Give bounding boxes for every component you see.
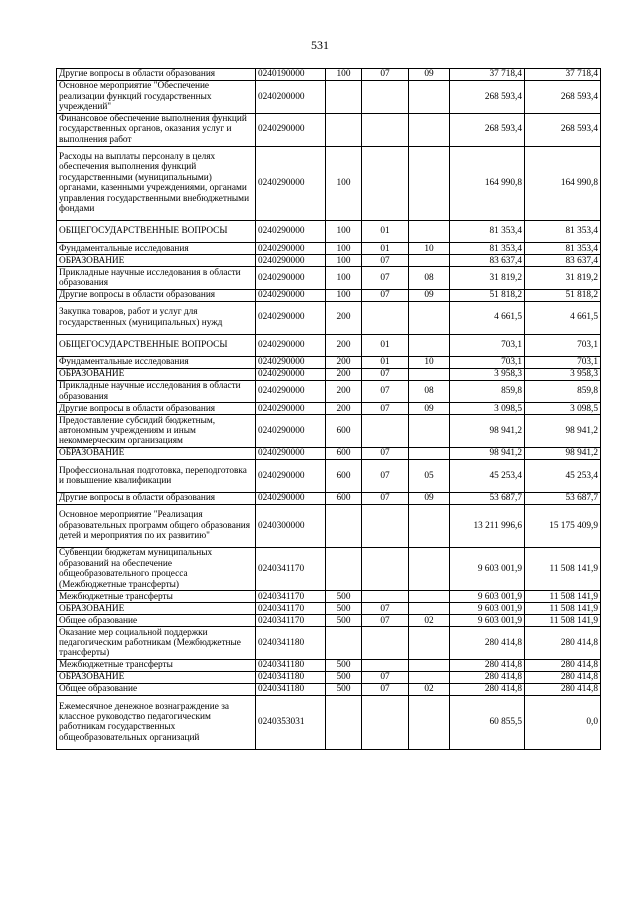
row-vr-cell: 100 xyxy=(326,220,362,242)
row-code-cell: 0240341170 xyxy=(256,615,326,627)
table-row xyxy=(57,356,601,368)
row-pr-cell xyxy=(409,548,450,591)
row-name-cell: Другие вопросы в области образования xyxy=(57,289,256,301)
row-name-cell: Субвенции бюджетам муниципальных образований на обеспечение общеобразовательного процесса (Межбюджетные трансферты) xyxy=(57,548,256,591)
row-value-1-cell: 98 941,2 xyxy=(450,415,525,448)
row-vr-cell: 200 xyxy=(326,380,362,402)
row-value-1-cell: 3 958,3 xyxy=(450,368,525,380)
row-value-2-cell: 45 253,4 xyxy=(525,460,601,493)
row-value-2-cell: 280 414,8 xyxy=(525,684,601,696)
row-pr-cell: 08 xyxy=(409,380,450,402)
row-pr-cell xyxy=(409,660,450,672)
row-value-1-cell: 45 253,4 xyxy=(450,460,525,493)
row-vr-cell: 500 xyxy=(326,615,362,627)
table-row xyxy=(57,255,601,267)
row-pr-cell xyxy=(409,301,450,334)
row-rz-cell xyxy=(362,146,409,220)
row-name-cell: Расходы на выплаты персоналу в целях обеспечения выполнения функций государственными (муниципальными) органами, казенными учреждениями, органами управления государственными внебюджетными фондами xyxy=(57,146,256,220)
table-row xyxy=(57,603,601,615)
row-name-cell: Основное мероприятие "Реализация образовательных программ общего образования детей и мероприятия по их развитию" xyxy=(57,504,256,547)
row-value-1-cell: 268 593,4 xyxy=(450,81,525,114)
row-value-2-cell: 11 508 141,9 xyxy=(525,548,601,591)
table-row xyxy=(57,380,601,402)
row-name-cell: Межбюджетные трансферты xyxy=(57,660,256,672)
row-value-2-cell: 81 353,4 xyxy=(525,243,601,255)
row-value-2-cell: 37 718,4 xyxy=(525,69,601,81)
row-rz-cell: 07 xyxy=(362,368,409,380)
row-code-cell: 0240341180 xyxy=(256,684,326,696)
table-row xyxy=(57,81,601,114)
row-code-cell: 0240341180 xyxy=(256,660,326,672)
row-code-cell: 0240341180 xyxy=(256,672,326,684)
row-rz-cell: 01 xyxy=(362,334,409,356)
table-row xyxy=(57,146,601,220)
row-pr-cell xyxy=(409,334,450,356)
row-pr-cell xyxy=(409,113,450,146)
row-vr-cell: 100 xyxy=(326,146,362,220)
row-vr-cell: 500 xyxy=(326,660,362,672)
row-value-1-cell: 37 718,4 xyxy=(450,69,525,81)
budget-table xyxy=(56,68,601,750)
row-code-cell: 0240290000 xyxy=(256,146,326,220)
row-code-cell: 0240290000 xyxy=(256,460,326,493)
table-row xyxy=(57,627,601,660)
table-row xyxy=(57,334,601,356)
row-name-cell: ОБРАЗОВАНИЕ xyxy=(57,603,256,615)
row-pr-cell xyxy=(409,627,450,660)
row-value-2-cell: 280 414,8 xyxy=(525,660,601,672)
row-pr-cell: 09 xyxy=(409,403,450,415)
row-code-cell: 0240290000 xyxy=(256,403,326,415)
row-vr-cell: 100 xyxy=(326,243,362,255)
row-value-1-cell: 280 414,8 xyxy=(450,627,525,660)
row-code-cell: 0240290000 xyxy=(256,415,326,448)
row-pr-cell: 10 xyxy=(409,356,450,368)
row-vr-cell: 100 xyxy=(326,267,362,289)
row-value-1-cell: 859,8 xyxy=(450,380,525,402)
row-rz-cell: 07 xyxy=(362,380,409,402)
page-number: 531 xyxy=(311,38,329,52)
row-value-2-cell: 0,0 xyxy=(525,696,601,750)
row-value-2-cell: 11 508 141,9 xyxy=(525,603,601,615)
row-pr-cell xyxy=(409,255,450,267)
row-name-cell: Ежемесячное денежное вознаграждение за классное руководство педагогическим работникам государственных общеобразовательных организаций xyxy=(57,696,256,750)
row-vr-cell xyxy=(326,81,362,114)
table-row xyxy=(57,289,601,301)
row-pr-cell: 10 xyxy=(409,243,450,255)
row-value-1-cell: 9 603 001,9 xyxy=(450,591,525,603)
table-row xyxy=(57,548,601,591)
row-value-2-cell: 98 941,2 xyxy=(525,415,601,448)
row-rz-cell xyxy=(362,415,409,448)
row-value-1-cell: 51 818,2 xyxy=(450,289,525,301)
row-rz-cell xyxy=(362,660,409,672)
row-code-cell: 0240290000 xyxy=(256,267,326,289)
table-row xyxy=(57,113,601,146)
row-name-cell: Другие вопросы в области образования xyxy=(57,403,256,415)
row-vr-cell: 200 xyxy=(326,301,362,334)
row-vr-cell: 200 xyxy=(326,356,362,368)
row-code-cell: 0240290000 xyxy=(256,448,326,460)
table-row xyxy=(57,301,601,334)
row-name-cell: Межбюджетные трансферты xyxy=(57,591,256,603)
row-value-2-cell: 703,1 xyxy=(525,356,601,368)
row-code-cell: 0240341170 xyxy=(256,548,326,591)
row-value-1-cell: 4 661,5 xyxy=(450,301,525,334)
table-row xyxy=(57,684,601,696)
row-rz-cell: 07 xyxy=(362,69,409,81)
row-value-2-cell: 11 508 141,9 xyxy=(525,591,601,603)
table-row xyxy=(57,368,601,380)
row-name-cell: Другие вопросы в области образования xyxy=(57,69,256,81)
table-row xyxy=(57,660,601,672)
row-pr-cell xyxy=(409,146,450,220)
row-rz-cell: 07 xyxy=(362,403,409,415)
row-pr-cell xyxy=(409,696,450,750)
row-value-2-cell: 280 414,8 xyxy=(525,672,601,684)
row-name-cell: ОБЩЕГОСУДАРСТВЕННЫЕ ВОПРОСЫ xyxy=(57,220,256,242)
row-value-2-cell: 51 818,2 xyxy=(525,289,601,301)
row-value-1-cell: 280 414,8 xyxy=(450,660,525,672)
row-code-cell: 0240290000 xyxy=(256,220,326,242)
row-vr-cell: 100 xyxy=(326,69,362,81)
row-rz-cell: 07 xyxy=(362,289,409,301)
row-pr-cell xyxy=(409,81,450,114)
row-vr-cell: 500 xyxy=(326,672,362,684)
row-pr-cell xyxy=(409,603,450,615)
row-pr-cell xyxy=(409,415,450,448)
row-rz-cell: 07 xyxy=(362,460,409,493)
table-row xyxy=(57,403,601,415)
row-rz-cell xyxy=(362,81,409,114)
table-row xyxy=(57,220,601,242)
table-row xyxy=(57,243,601,255)
row-name-cell: Профессиональная подготовка, переподготовка и повышение квалификации xyxy=(57,460,256,493)
row-pr-cell: 08 xyxy=(409,267,450,289)
row-code-cell: 0240290000 xyxy=(256,356,326,368)
row-rz-cell: 01 xyxy=(362,356,409,368)
row-rz-cell: 07 xyxy=(362,267,409,289)
row-code-cell: 0240190000 xyxy=(256,69,326,81)
row-name-cell: Основное мероприятие "Обеспечение реализации функций государственных учреждений" xyxy=(57,81,256,114)
row-value-2-cell: 3 098,5 xyxy=(525,403,601,415)
row-value-1-cell: 9 603 001,9 xyxy=(450,548,525,591)
row-value-1-cell: 81 353,4 xyxy=(450,220,525,242)
table-row xyxy=(57,672,601,684)
table-row xyxy=(57,448,601,460)
row-value-2-cell: 31 819,2 xyxy=(525,267,601,289)
row-vr-cell: 500 xyxy=(326,591,362,603)
row-value-1-cell: 83 637,4 xyxy=(450,255,525,267)
row-value-1-cell: 280 414,8 xyxy=(450,684,525,696)
row-name-cell: ОБРАЗОВАНИЕ xyxy=(57,368,256,380)
table-row xyxy=(57,460,601,493)
row-value-2-cell: 859,8 xyxy=(525,380,601,402)
row-pr-cell: 02 xyxy=(409,684,450,696)
row-value-2-cell: 53 687,7 xyxy=(525,492,601,504)
row-vr-cell: 600 xyxy=(326,460,362,493)
row-value-1-cell: 9 603 001,9 xyxy=(450,603,525,615)
row-pr-cell: 09 xyxy=(409,492,450,504)
row-name-cell: Прикладные научные исследования в области образования xyxy=(57,380,256,402)
row-name-cell: Финансовое обеспечение выполнения функций государственных органов, оказания услуг и выполнения работ xyxy=(57,113,256,146)
table-row xyxy=(57,591,601,603)
row-vr-cell: 600 xyxy=(326,492,362,504)
row-rz-cell: 07 xyxy=(362,448,409,460)
row-value-2-cell: 81 353,4 xyxy=(525,220,601,242)
row-rz-cell: 07 xyxy=(362,603,409,615)
row-rz-cell xyxy=(362,627,409,660)
row-name-cell: Закупка товаров, работ и услуг для государственных (муниципальных) нужд xyxy=(57,301,256,334)
row-rz-cell: 07 xyxy=(362,684,409,696)
row-vr-cell: 200 xyxy=(326,334,362,356)
row-rz-cell xyxy=(362,591,409,603)
row-pr-cell xyxy=(409,220,450,242)
table-row xyxy=(57,504,601,547)
row-value-1-cell: 53 687,7 xyxy=(450,492,525,504)
row-value-1-cell: 9 603 001,9 xyxy=(450,615,525,627)
row-pr-cell: 05 xyxy=(409,460,450,493)
row-value-1-cell: 280 414,8 xyxy=(450,672,525,684)
row-value-1-cell: 60 855,5 xyxy=(450,696,525,750)
row-value-2-cell: 3 958,3 xyxy=(525,368,601,380)
row-code-cell: 0240341180 xyxy=(256,627,326,660)
row-rz-cell: 07 xyxy=(362,672,409,684)
row-vr-cell: 600 xyxy=(326,448,362,460)
row-vr-cell: 100 xyxy=(326,289,362,301)
row-rz-cell xyxy=(362,548,409,591)
row-vr-cell: 100 xyxy=(326,255,362,267)
row-name-cell: ОБРАЗОВАНИЕ xyxy=(57,448,256,460)
table-row xyxy=(57,69,601,81)
row-name-cell: Предоставление субсидий бюджетным, автономным учреждениям и иным некоммерческим организациям xyxy=(57,415,256,448)
row-rz-cell: 07 xyxy=(362,615,409,627)
row-value-1-cell: 703,1 xyxy=(450,334,525,356)
row-value-1-cell: 703,1 xyxy=(450,356,525,368)
row-vr-cell xyxy=(326,113,362,146)
table-row xyxy=(57,267,601,289)
row-code-cell: 0240341170 xyxy=(256,603,326,615)
row-code-cell: 0240290000 xyxy=(256,334,326,356)
row-pr-cell: 09 xyxy=(409,289,450,301)
row-pr-cell xyxy=(409,448,450,460)
row-code-cell: 0240290000 xyxy=(256,243,326,255)
row-pr-cell: 09 xyxy=(409,69,450,81)
row-pr-cell xyxy=(409,672,450,684)
row-vr-cell: 500 xyxy=(326,603,362,615)
row-code-cell: 0240290000 xyxy=(256,368,326,380)
row-name-cell: Общее образование xyxy=(57,684,256,696)
row-value-2-cell: 11 508 141,9 xyxy=(525,615,601,627)
row-value-1-cell: 13 211 996,6 xyxy=(450,504,525,547)
row-vr-cell: 200 xyxy=(326,368,362,380)
row-rz-cell xyxy=(362,113,409,146)
row-code-cell: 0240290000 xyxy=(256,113,326,146)
row-pr-cell: 02 xyxy=(409,615,450,627)
row-vr-cell: 500 xyxy=(326,684,362,696)
row-value-1-cell: 268 593,4 xyxy=(450,113,525,146)
row-value-2-cell: 98 941,2 xyxy=(525,448,601,460)
row-value-2-cell: 164 990,8 xyxy=(525,146,601,220)
row-vr-cell: 600 xyxy=(326,415,362,448)
row-pr-cell xyxy=(409,591,450,603)
table-row xyxy=(57,415,601,448)
row-code-cell: 0240290000 xyxy=(256,289,326,301)
row-value-1-cell: 98 941,2 xyxy=(450,448,525,460)
row-code-cell: 0240290000 xyxy=(256,380,326,402)
row-code-cell: 0240341170 xyxy=(256,591,326,603)
row-vr-cell xyxy=(326,696,362,750)
row-pr-cell xyxy=(409,504,450,547)
row-code-cell: 0240290000 xyxy=(256,255,326,267)
table-body xyxy=(57,69,601,750)
row-name-cell: Прикладные научные исследования в области образования xyxy=(57,267,256,289)
row-pr-cell xyxy=(409,368,450,380)
row-rz-cell: 01 xyxy=(362,243,409,255)
row-name-cell: Фундаментальные исследования xyxy=(57,356,256,368)
row-name-cell: Общее образование xyxy=(57,615,256,627)
row-name-cell: Фундаментальные исследования xyxy=(57,243,256,255)
table-row xyxy=(57,492,601,504)
row-value-2-cell: 268 593,4 xyxy=(525,81,601,114)
row-value-2-cell: 268 593,4 xyxy=(525,113,601,146)
row-vr-cell xyxy=(326,548,362,591)
row-value-2-cell: 280 414,8 xyxy=(525,627,601,660)
row-rz-cell xyxy=(362,301,409,334)
row-vr-cell xyxy=(326,627,362,660)
row-value-2-cell: 83 637,4 xyxy=(525,255,601,267)
row-code-cell: 0240300000 xyxy=(256,504,326,547)
row-rz-cell: 07 xyxy=(362,492,409,504)
row-name-cell: ОБРАЗОВАНИЕ xyxy=(57,672,256,684)
row-rz-cell xyxy=(362,696,409,750)
table-row xyxy=(57,696,601,750)
row-value-1-cell: 3 098,5 xyxy=(450,403,525,415)
row-value-2-cell: 4 661,5 xyxy=(525,301,601,334)
row-value-2-cell: 15 175 409,9 xyxy=(525,504,601,547)
table-row xyxy=(57,615,601,627)
row-code-cell: 0240353031 xyxy=(256,696,326,750)
row-vr-cell xyxy=(326,504,362,547)
row-value-1-cell: 81 353,4 xyxy=(450,243,525,255)
row-name-cell: ОБЩЕГОСУДАРСТВЕННЫЕ ВОПРОСЫ xyxy=(57,334,256,356)
row-value-1-cell: 31 819,2 xyxy=(450,267,525,289)
row-name-cell: ОБРАЗОВАНИЕ xyxy=(57,255,256,267)
row-vr-cell: 200 xyxy=(326,403,362,415)
row-name-cell: Оказание мер социальной поддержки педагогическим работникам (Межбюджетные трансферты) xyxy=(57,627,256,660)
row-value-1-cell: 164 990,8 xyxy=(450,146,525,220)
row-rz-cell: 07 xyxy=(362,255,409,267)
row-name-cell: Другие вопросы в области образования xyxy=(57,492,256,504)
row-rz-cell xyxy=(362,504,409,547)
row-rz-cell: 01 xyxy=(362,220,409,242)
row-code-cell: 0240290000 xyxy=(256,492,326,504)
row-code-cell: 0240200000 xyxy=(256,81,326,114)
row-value-2-cell: 703,1 xyxy=(525,334,601,356)
row-code-cell: 0240290000 xyxy=(256,301,326,334)
